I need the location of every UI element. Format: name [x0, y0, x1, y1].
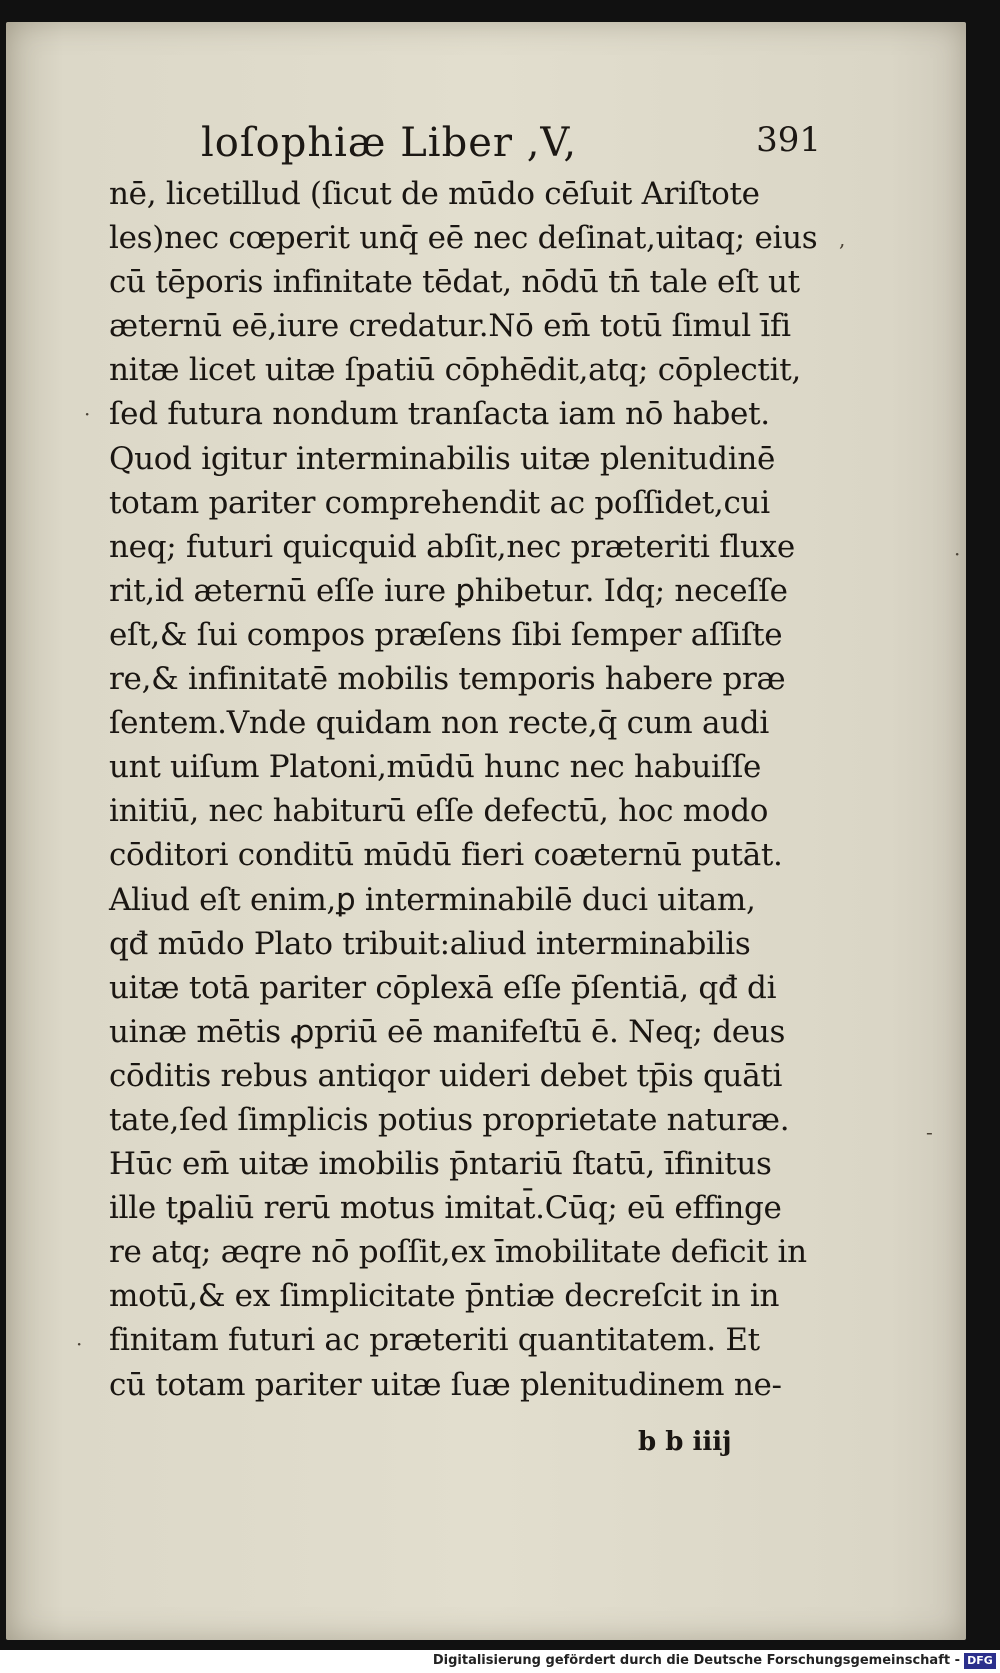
text-line: Quod igitur interminabilis uitæ plenitudinē [109, 440, 776, 477]
funding-credit: Digitalisierung gefördert durch die Deutsche Forschungsgemeinschaft - [432, 1653, 960, 1668]
book-page [6, 22, 966, 1640]
page-number: 391 [756, 120, 821, 160]
text-line: unt uiſum Platoni,mūdū hunc nec habuiſſe [109, 749, 762, 786]
text-line: les)nec cœperit unq̄ eē nec deſinat,uitaq; eius [109, 220, 818, 257]
text-line: re atq; æqre nō poſſit,ex īmobilitate deficit in [109, 1234, 807, 1271]
text-line: re,& infinitatē mobilis temporis habere præ [109, 661, 786, 698]
text-line: qđ mūdo Plato tribuit:aliud interminabilis [109, 925, 751, 962]
text-line: cōditis rebus antiqor uideri debet tp̄is quāti [109, 1057, 783, 1094]
margin-speck: , [839, 227, 846, 251]
dfg-logo: DFG [964, 1653, 996, 1669]
text-line: ille tꝑaliū rerū motus imitat̄.Cūq; eū effinge [109, 1190, 782, 1227]
margin-speck: · [954, 542, 961, 566]
text-line: æternū eē,iure credatur.Nō em̄ totū ſimul īfi [109, 308, 791, 345]
text-line: cū tēporis infinitate tēdat, nōdū tn̄ tale eſt ut [109, 264, 800, 301]
text-line: eſt,& ſui compos præſens ſibi ſemper aſſiſte [109, 616, 783, 653]
text-line: cōditori conditū mūdū fieri coæternū putāt. [109, 837, 783, 874]
body-text [109, 172, 824, 1407]
text-line: ſentem.Vnde quidam non recte,q̄ cum audi [109, 705, 769, 742]
text-line: cū totam pariter uitæ ſuæ plenitudinem ne- [109, 1366, 782, 1403]
margin-speck: - [926, 1120, 933, 1144]
text-line: nitæ licet uitæ ſpatiū cōphēdit,atq; cōplectit, [109, 352, 801, 389]
text-line: uinæ mētis ꝓpriū eē manifeſtū ē. Neq; deus [109, 1013, 786, 1050]
text-line: initiū, nec habiturū eſſe defectū, hoc modo [109, 793, 769, 830]
running-head-title: loſophiæ Liber ,V, [201, 120, 578, 166]
text-line: neq; futuri quicquid abſit,nec præteriti fluxe [109, 528, 795, 565]
margin-speck: · [84, 402, 91, 426]
text-line: finitam futuri ac præteriti quantitatem. Et [109, 1322, 760, 1359]
signature-mark: b b iiij [638, 1427, 732, 1457]
text-line: Aliud eſt enim,ꝑ interminabilē duci uitam, [109, 881, 756, 918]
text-line: uitæ totā pariter cōplexā eſſe p̄ſentiā, qđ di [109, 969, 777, 1006]
text-line: Hūc em̄ uitæ imobilis p̄ntariū ſtatū, īfinitus [109, 1146, 772, 1183]
text-line: tate,ſed ſimplicis potius proprietate naturæ. [109, 1101, 790, 1138]
running-head [201, 120, 821, 172]
text-line: nē, licetillud (ſicut de mūdo cēſuit Ariſtote [109, 176, 760, 212]
text-line: totam pariter comprehendit ac poſſidet,cui [109, 484, 770, 521]
digitization-footer [0, 1650, 1000, 1673]
text-line: ſed futura nondum tranſacta iam nō habet. [109, 396, 770, 433]
text-line: motū,& ex ſimplicitate p̄ntiæ decreſcit in in [109, 1278, 780, 1315]
margin-speck: · [76, 1332, 83, 1356]
text-line: rit,id æternū eſſe iure ꝑhibetur. Idq; neceſſe [109, 572, 788, 609]
